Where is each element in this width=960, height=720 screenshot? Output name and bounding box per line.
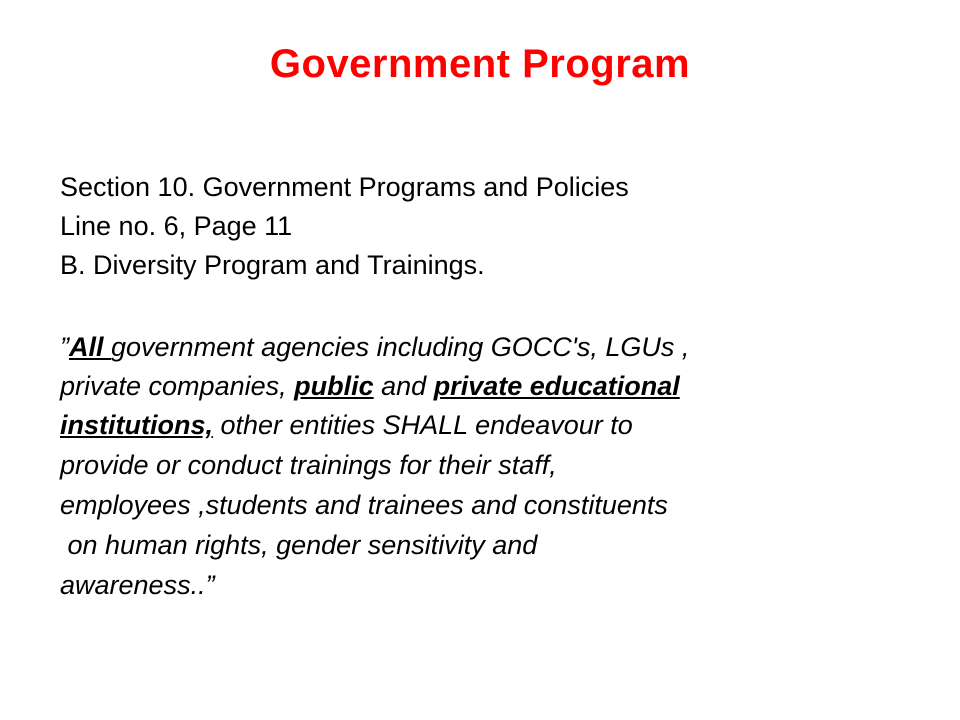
emphasis-all: All (69, 332, 112, 362)
emphasis-public: public (294, 371, 374, 401)
quote-line-7: awareness..” (60, 570, 215, 600)
quote-text: government agencies including GOCC's, LGUs , (111, 332, 690, 362)
slide-title: Government Program (269, 42, 691, 86)
open-quote-mark: ” (60, 332, 69, 362)
emphasis-institutions: institutions, (60, 410, 213, 440)
quote-line-5: employees ,students and trainees and constituents (60, 490, 668, 520)
quote-text: private companies, (60, 371, 295, 401)
quote-line-4: provide or conduct trainings for their staff, (60, 450, 557, 480)
section-reference: Section 10. Government Programs and Policies (60, 172, 629, 202)
quote-line-6 (60, 528, 537, 562)
quote-text: and (373, 371, 434, 401)
line-page-reference: Line no. 6, Page 11 (60, 211, 293, 241)
quote-text: other entities SHALL endeavour to (212, 410, 633, 440)
quote-line-3 (60, 408, 633, 442)
emphasis-private-educational: private educational (433, 371, 680, 401)
quote-line-2 (60, 369, 680, 403)
quote-text: on human rights, gender sensitivity and (60, 530, 538, 560)
quote-line-1 (60, 330, 689, 364)
subsection-reference: B. Diversity Program and Trainings. (60, 250, 485, 280)
